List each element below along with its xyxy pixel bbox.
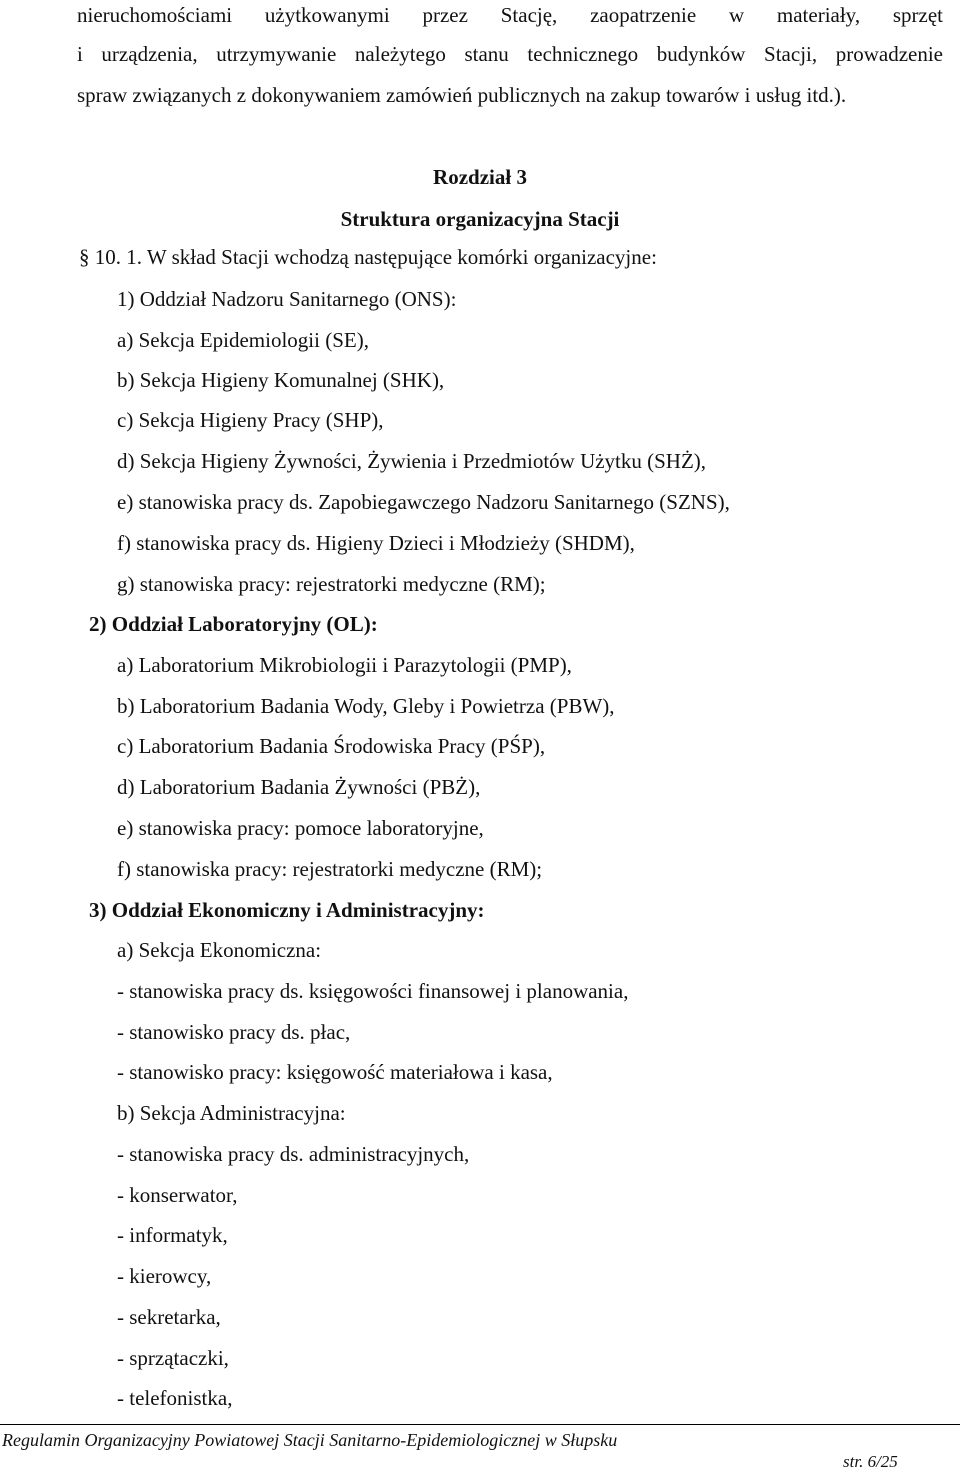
list-item: - telefonistka,: [117, 1386, 233, 1410]
list-item: c) Laboratorium Badania Środowiska Pracy (PŚP),: [117, 734, 546, 758]
list-item: - informatyk,: [117, 1223, 228, 1247]
list-item: - stanowiska pracy ds. księgowości finansowej i planowania,: [117, 979, 629, 1003]
list-item: a) Laboratorium Mikrobiologii i Parazytologii (PMP),: [117, 653, 572, 677]
list-item: e) stanowiska pracy: pomoce laboratoryjne,: [117, 816, 484, 840]
list-item: b) Laboratorium Badania Wody, Gleby i Powietrza (PBW),: [117, 694, 615, 718]
list-item: f) stanowiska pracy ds. Higieny Dzieci i Młodzieży (SHDM),: [117, 531, 635, 555]
chapter-title: Struktura organizacyjna Stacji: [340, 207, 620, 231]
list-item: - stanowisko pracy: księgowość materiałowa i kasa,: [117, 1060, 553, 1084]
section-heading-ons: 1) Oddział Nadzoru Sanitarnego (ONS):: [117, 287, 457, 311]
section-heading-ol: 2) Oddział Laboratoryjny (OL):: [89, 612, 378, 636]
section-heading-oea: 3) Oddział Ekonomiczny i Administracyjny:: [89, 898, 485, 922]
list-item: - stanowiska pracy ds. administracyjnych,: [117, 1142, 470, 1166]
list-item: - konserwator,: [117, 1183, 238, 1207]
list-item: a) Sekcja Ekonomiczna:: [117, 938, 322, 962]
list-item: f) stanowiska pracy: rejestratorki medyczne (RM);: [117, 857, 543, 881]
list-item: c) Sekcja Higieny Pracy (SHP),: [117, 408, 384, 432]
list-item: - sprzątaczki,: [117, 1346, 229, 1370]
list-item: e) stanowiska pracy ds. Zapobiegawczego Nadzoru Sanitarnego (SZNS),: [117, 490, 730, 514]
intro-line-1: nieruchomościami użytkowanymi przez Stację, zaopatrzenie w materiały, sprzęt: [77, 3, 943, 27]
list-item: a) Sekcja Epidemiologii (SE),: [117, 328, 369, 352]
intro-line-3: spraw związanych z dokonywaniem zamówień publicznych na zakup towarów i usług itd.).: [77, 83, 847, 107]
footer-title: Regulamin Organizacyjny Powiatowej Stacji Sanitarno-Epidemiologicznej w Słupsku: [2, 1430, 618, 1450]
list-item: d) Laboratorium Badania Żywności (PBŻ),: [117, 775, 481, 799]
list-item: - stanowisko pracy ds. płac,: [117, 1020, 351, 1044]
list-item: d) Sekcja Higieny Żywności, Żywienia i Przedmiotów Użytku (SHŻ),: [117, 449, 707, 473]
page-number: str. 6/25: [843, 1452, 898, 1471]
paragraph-text: W skład Stacji wchodzą następujące komórki organizacyjne:: [146, 245, 657, 269]
chapter-number: Rozdział 3: [433, 165, 527, 189]
paragraph-heading: [79, 247, 657, 268]
list-item: b) Sekcja Administracyjna:: [117, 1101, 346, 1125]
intro-line-2: i urządzenia, utrzymywanie należytego stanu technicznego budynków Stacji, prowadzenie: [77, 42, 943, 66]
list-item: - kierowcy,: [117, 1264, 212, 1288]
list-item: g) stanowiska pracy: rejestratorki medyczne (RM);: [117, 572, 546, 596]
list-item: b) Sekcja Higieny Komunalnej (SHK),: [117, 368, 445, 392]
paragraph-marker: § 10. 1.: [79, 245, 142, 269]
list-item: - sekretarka,: [117, 1305, 221, 1329]
footer-divider: [0, 1424, 960, 1425]
